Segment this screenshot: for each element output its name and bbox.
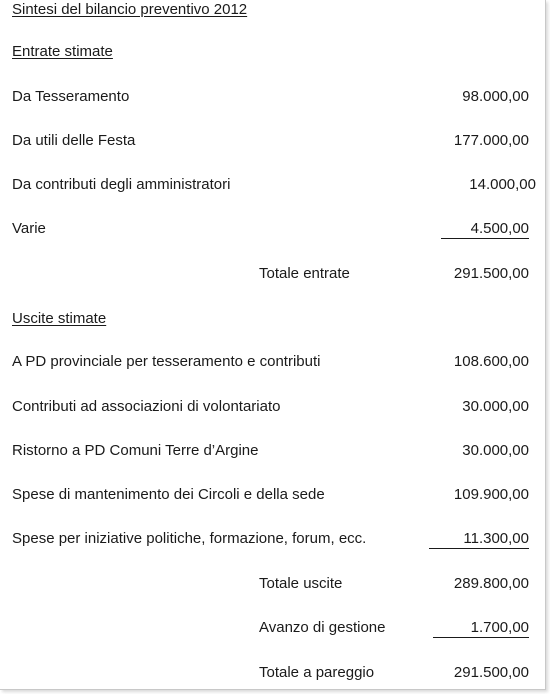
pareggio-amount: 291.500,00 [453, 664, 529, 681]
entrate-row-amount: 98.000,00 [462, 88, 529, 105]
entrate-row-label: Da utili delle Festa [12, 132, 136, 149]
document-title: Sintesi del bilancio preventivo 2012 [12, 1, 248, 18]
entrate-row-amount: 14.000,00 [469, 176, 536, 193]
uscite-row-label: Spese per iniziative politiche, formazione, forum, ecc. [12, 530, 367, 547]
uscite-row-amount: 109.900,00 [453, 486, 529, 503]
avanzo-amount-wrap [433, 619, 529, 638]
uscite-row-label: Spese di mantenimento dei Circoli e della sede [12, 486, 325, 503]
uscite-heading: Uscite stimate [12, 310, 107, 327]
entrate-row-label: Da contributi degli amministratori [12, 176, 231, 193]
uscite-row-amount: 108.600,00 [453, 353, 529, 370]
entrate-row-amount: 177.000,00 [453, 132, 529, 149]
uscite-row-amount: 30.000,00 [462, 398, 529, 415]
pareggio-label: Totale a pareggio [259, 664, 375, 681]
entrate-last-amount-wrap [441, 220, 529, 239]
uscite-row-label: A PD provinciale per tesseramento e contributi [12, 353, 321, 370]
entrate-row-label: Varie [12, 220, 46, 237]
uscite-row-amount: 11.300,00 [429, 530, 529, 549]
avanzo-amount: 1.700,00 [433, 619, 529, 638]
totale-entrate-label: Totale entrate [259, 265, 350, 282]
totale-uscite-label: Totale uscite [259, 575, 343, 592]
entrate-row-label: Da Tesseramento [12, 88, 130, 105]
totale-uscite-amount: 289.800,00 [453, 575, 529, 592]
uscite-row-amount: 30.000,00 [462, 442, 529, 459]
totale-entrate-amount: 291.500,00 [453, 265, 529, 282]
uscite-last-amount-wrap [429, 530, 529, 549]
entrate-row-amount: 4.500,00 [441, 220, 529, 239]
uscite-row-label: Ristorno a PD Comuni Terre d’Argine [12, 442, 259, 459]
uscite-row-label: Contributi ad associazioni di volontariato [12, 398, 281, 415]
avanzo-label: Avanzo di gestione [259, 619, 386, 636]
entrate-heading: Entrate stimate [12, 43, 113, 60]
